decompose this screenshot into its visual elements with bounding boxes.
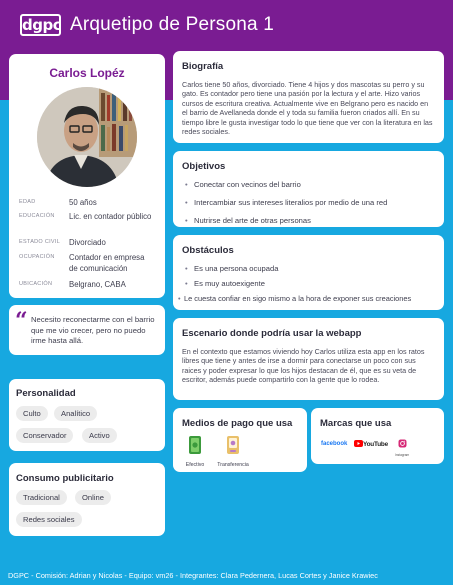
instagram-label: Instagram — [395, 453, 410, 457]
goal-item: • Conectar con vecinos del barrio — [182, 180, 435, 190]
personality-tag-analitico: Analítico — [54, 406, 97, 421]
age-label: EDAD — [19, 199, 36, 205]
advertising-tag-redes: Redes sociales — [16, 512, 82, 527]
location-value: Belgrano, CABA — [69, 280, 126, 289]
payments-card — [173, 408, 307, 472]
instagram-icon — [398, 439, 407, 448]
transfer-label: Transferencia — [217, 462, 249, 468]
goal-item: • Intercambiar sus intereses literalios por medio de una red — [182, 198, 435, 208]
brands-title: Marcas que usa — [320, 418, 392, 429]
transfer-icon — [225, 435, 241, 455]
civil-status-label: ESTADO CIVIL — [19, 239, 61, 245]
header — [0, 0, 453, 50]
cash-icon — [188, 435, 202, 455]
age-value: 50 años — [69, 198, 97, 207]
persona-avatar — [37, 87, 137, 187]
instagram-logo — [395, 435, 409, 457]
education-label: EDUCACIÓN — [19, 213, 55, 219]
scenario-text: En el contexto que estamos viviendo hoy Carlos utiliza esta app en los ratos libres que tiene y antes de irse a dormir para conectarse un poco con sus raices y poder expresar lo que los hijos destacan de él, que es su veta de escritor, además puede compartirlo con la gente que lo rodea. — [182, 347, 425, 385]
advertising-tag-online: Online — [75, 490, 111, 505]
advertising-card — [9, 463, 165, 536]
personality-tag-conservador: Conservador — [16, 428, 73, 443]
dgpc-logo: dgpc — [22, 16, 62, 34]
biography-title: Biografía — [182, 61, 224, 72]
advertising-title: Consumo publicitario — [16, 473, 114, 484]
cash-label: Efectivo — [185, 462, 205, 468]
obstacles-title: Obstáculos — [182, 245, 234, 256]
facebook-logo: facebook — [321, 441, 348, 447]
payment-transfer — [213, 435, 253, 468]
scenario-title: Escenario donde podría usar la webapp — [182, 328, 362, 339]
brands-card — [311, 408, 444, 464]
education-value: Lic. en contador público — [69, 212, 152, 221]
persona-name: Carlos Lopéz — [49, 66, 125, 80]
youtube-logo — [354, 440, 388, 448]
footer-credits: DGPC - Comisión: Adrian y Nicolas - Equipo: vm26 - Integrantes: Clara Pedernera, Lucas Cortes y Janice Krawiec — [8, 571, 378, 580]
personality-title: Personalidad — [16, 388, 76, 399]
youtube-label: YouTube — [363, 441, 388, 448]
personality-card — [9, 379, 165, 451]
youtube-icon — [354, 440, 363, 447]
civil-status-value: Divorciado — [69, 238, 106, 247]
page-title: Arquetipo de Persona 1 — [70, 14, 275, 35]
occupation-label: OCUPACIÓN — [19, 254, 55, 260]
obstacle-item: • Es una persona ocupada — [182, 264, 435, 274]
payments-title: Medios de pago que usa — [182, 418, 293, 429]
advertising-tag-tradicional: Tradicional — [16, 490, 67, 505]
goal-item: • Nutrirse del arte de otras personas — [182, 216, 435, 226]
personality-tag-culto: Culto — [16, 406, 48, 421]
obstacle-item: • Le cuesta confiar en sigo mismo a la hora de exponer sus creaciones — [179, 294, 435, 304]
scenario-card — [173, 318, 444, 400]
personality-tag-activo: Activo — [82, 428, 117, 443]
obstacles-card — [173, 235, 444, 310]
occupation-value: Contador en empresa de comunicación — [69, 253, 145, 273]
goals-title: Objetivos — [182, 161, 226, 172]
biography-card — [173, 51, 444, 143]
location-label: UBICACIÓN — [19, 281, 53, 287]
biography-text: Carlos tiene 50 años, divorciado. Tiene 4 hijos y dos mascotas su perro y su gato. Es contador pero tiene una pasión por la lectura y el arte. Hizo varios cursos de escritura creativa. Actualmente vive en Belgrano pero es nacido en el barrio de Avellaneda donde el y toda su familia fueron criados allí. En su tiempo libre le gusta investigar todo lo que tiene que ver con la literatura en las redes sociales. — [182, 80, 433, 137]
goals-card — [173, 151, 444, 227]
quote-icon: “ — [15, 308, 28, 334]
payment-cash — [182, 435, 208, 468]
avatar-image — [37, 87, 137, 187]
obstacle-item: • Es muy autoexigente — [182, 279, 435, 289]
persona-quote: Necesito reconectarme con el barrio que me vio crecer, pero no puedo irme hasta allá. — [31, 315, 155, 345]
